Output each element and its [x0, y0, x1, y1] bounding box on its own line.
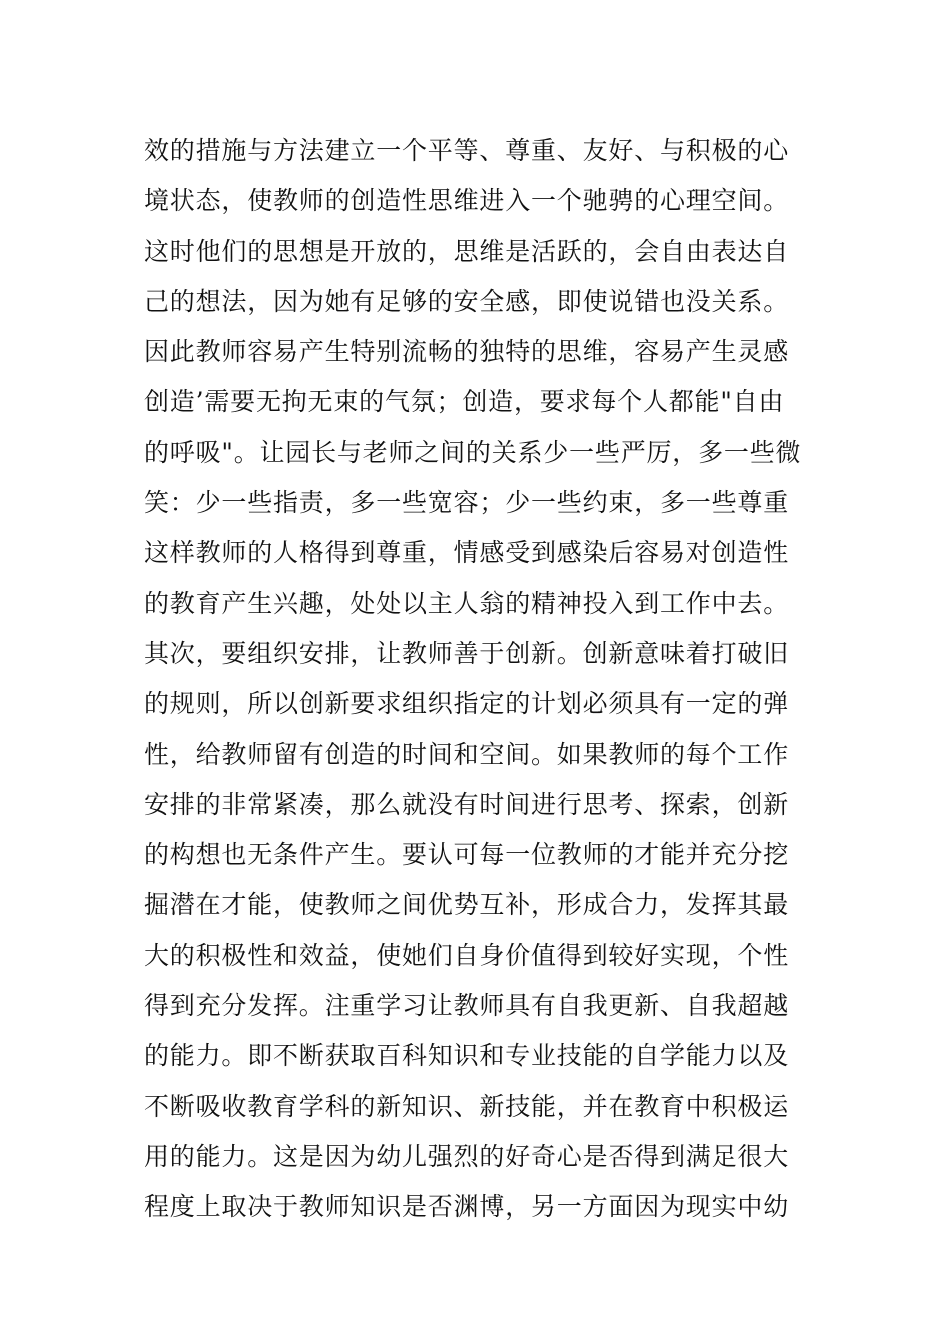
text-line: 的构想也无条件产生。要认可每一位教师的才能并充分挖 — [144, 840, 790, 870]
text-line: 笑：少一些指责，多一些宽容；少一些约束，多一些尊重 — [144, 488, 790, 518]
text-line: 用的能力。这是因为幼儿强烈的好奇心是否得到满足很大 — [144, 1141, 790, 1171]
text-line: 大的积极性和效益，使她们自身价值得到较好实现，个性 — [144, 940, 790, 970]
text-line: 性，给教师留有创造的时间和空间。如果教师的每个工作 — [144, 739, 790, 769]
text-line: 得到充分发挥。注重学习让教师具有自我更新、自我超越 — [144, 991, 790, 1021]
text-line: 效的措施与方法建立一个平等、尊重、友好、与积极的心 — [144, 136, 790, 165]
text-line: 程度上取决于教师知识是否渊博，另一方面因为现实中幼 — [144, 1192, 790, 1222]
text-line: 其次，要组织安排，让教师善于创新。创新意味着打破旧 — [144, 638, 790, 668]
text-line: 己的想法，因为她有足够的安全感，即使说错也没关系。 — [144, 286, 790, 316]
text-line: 的呼吸"。让园长与老师之间的关系少一些严厉，多一些微 — [144, 437, 802, 467]
text-line: 创造’需要无拘无束的气氛；创造，要求每个人都能"自由 — [144, 387, 785, 417]
text-line: 掘潜在才能，使教师之间优势互补，形成合力，发挥其最 — [144, 890, 790, 920]
text-line: 的能力。即不断获取百科知识和专业技能的自学能力以及 — [144, 1041, 790, 1071]
text-line: 这样教师的人格得到尊重，情感受到感染后容易对创造性 — [144, 538, 790, 568]
text-line: 的规则，所以创新要求组织指定的计划必须具有一定的弹 — [144, 689, 790, 719]
text-line: 安排的非常紧凑，那么就没有时间进行思考、探索，创新 — [144, 789, 790, 819]
body-text — [144, 126, 810, 1233]
text-line: 因此教师容易产生特别流畅的独特的思维，容易产生灵感 — [144, 337, 790, 367]
text-line: 这时他们的思想是开放的，思维是活跃的，会自由表达自 — [144, 236, 790, 266]
text-line: 不断吸收教育学科的新知识、新技能，并在教育中积极运 — [144, 1091, 790, 1121]
text-line: 境状态，使教师的创造性思维进入一个驰骋的心理空间。 — [144, 186, 790, 216]
text-line: 的教育产生兴趣，处处以主人翁的精神投入到工作中去。 — [144, 588, 790, 618]
